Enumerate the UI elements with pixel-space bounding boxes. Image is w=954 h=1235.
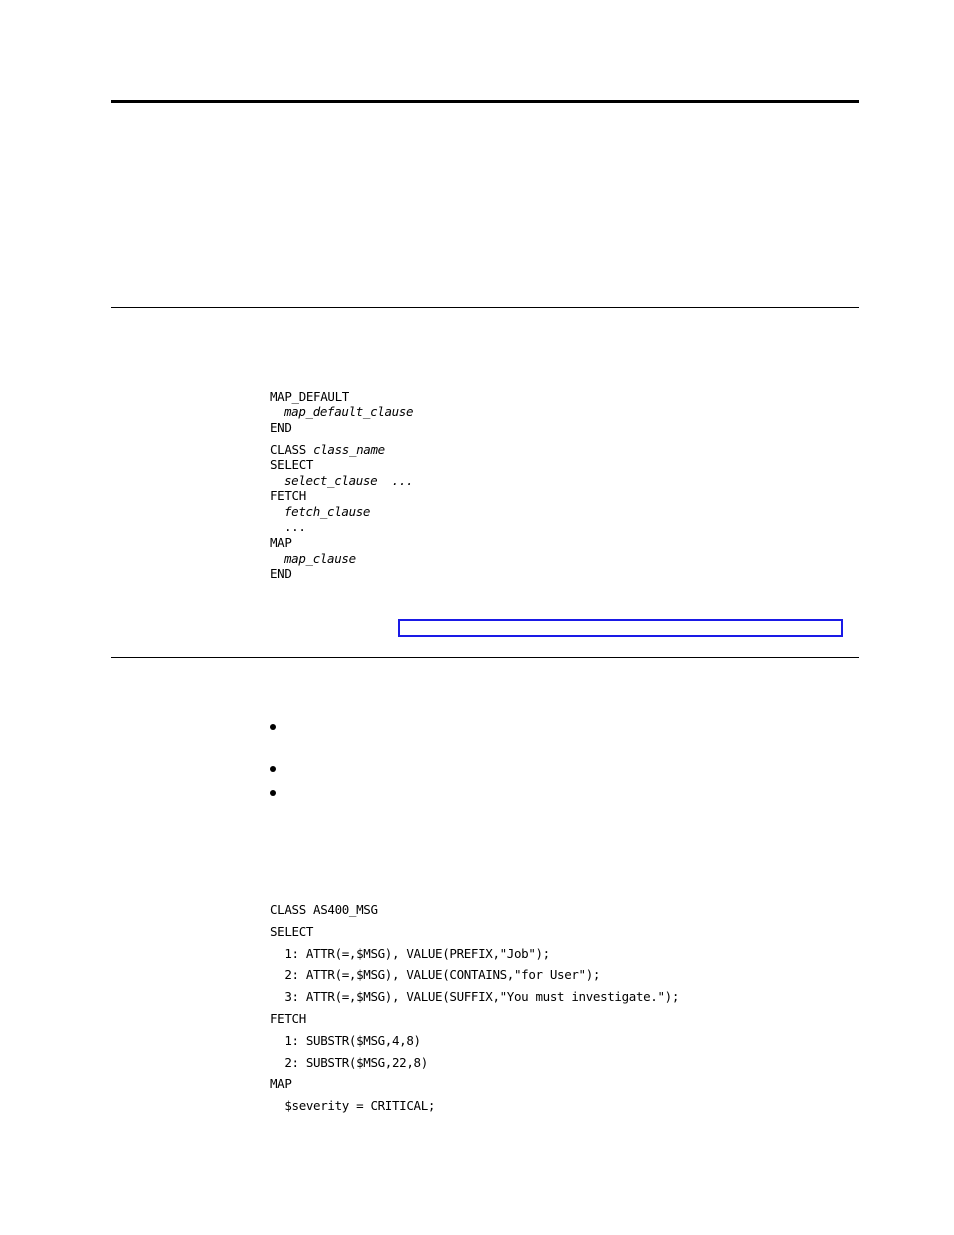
list-bullet <box>270 724 276 730</box>
syntax-map-keyword: MAP <box>270 535 292 550</box>
example-line: 1: ATTR(=,$MSG), VALUE(PREFIX,"Job"); <box>270 946 550 961</box>
reference-link-box[interactable] <box>398 619 843 637</box>
syntax-end-keyword: END <box>270 420 292 435</box>
list-bullet <box>270 790 276 796</box>
example-line: FETCH <box>270 1011 306 1026</box>
example-line: 3: ATTR(=,$MSG), VALUE(SUFFIX,"You must investigate."); <box>270 989 680 1004</box>
syntax-map-clause: map_clause <box>284 551 356 566</box>
syntax-fetch-ellipsis: ... <box>284 519 306 534</box>
syntax-fetch-clause: fetch_clause <box>284 504 371 519</box>
example-line: 2: SUBSTR($MSG,22,8) <box>270 1055 428 1070</box>
syntax-class-line: CLASS class_name <box>270 442 385 457</box>
syntax-end-keyword: END <box>270 566 292 581</box>
syntax-select-clause: select_clause ... <box>284 473 414 488</box>
example-line: MAP <box>270 1076 292 1091</box>
example-line: CLASS AS400_MSG <box>270 902 378 917</box>
list-bullet <box>270 766 276 772</box>
syntax-map-default-clause: map_default_clause <box>284 404 414 419</box>
example-line: 1: SUBSTR($MSG,4,8) <box>270 1033 421 1048</box>
example-line: 2: ATTR(=,$MSG), VALUE(CONTAINS,"for User"); <box>270 967 601 982</box>
section-divider-syntax <box>111 307 859 308</box>
syntax-map-default-keyword: MAP_DEFAULT <box>270 389 349 404</box>
syntax-fetch-keyword: FETCH <box>270 488 306 503</box>
example-line: SELECT <box>270 924 314 939</box>
example-line: $severity = CRITICAL; <box>270 1098 436 1113</box>
syntax-select-keyword: SELECT <box>270 457 314 472</box>
section-divider-guidelines <box>111 657 859 658</box>
header-rule <box>111 100 859 103</box>
